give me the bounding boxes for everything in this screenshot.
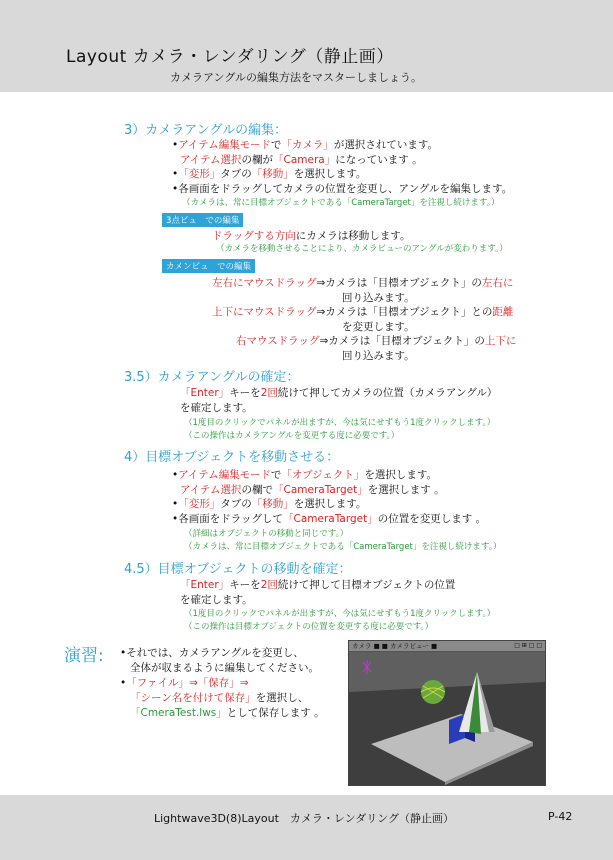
exercise-bullet-2-file: 「CmeraTest.lws」として保存します 。	[130, 707, 325, 719]
footer-text: Lightwave3D(8)Layout カメラ・レンダリング（静止画）	[154, 812, 454, 825]
tag-camera-view: カメンビュ での編集	[162, 259, 255, 273]
drag-right-cont: 回り込みます。	[342, 350, 415, 362]
section-4-5-heading: 4.5）目標オブジェクトの移動を確定：	[124, 562, 352, 577]
drag-direction-note: （カメラを移動させることにより、カメラビューのアングルが変わります。）	[216, 244, 508, 254]
drag-ud-line: 上下にマウスドラッグ⇒カメラは「目標オブジェクト」との距離	[212, 306, 514, 318]
section-4-heading: 4）目標オブジェクトを移動させる：	[124, 450, 340, 465]
s3-bullet-1: •アイテム編集モードで「カメラ」が選択されています。	[172, 139, 438, 151]
s3-bullet-1-cont: アイテム選択の欄が「Camera」になっています 。	[180, 154, 423, 166]
viewport-label: カメラ ■ ■ カメラビュー ■	[352, 642, 438, 650]
page-title: Layout カメラ・レンダリング（静止画）	[66, 47, 394, 67]
page-subtitle: カメラアングルの編集方法をマスターしましょう。	[170, 71, 423, 84]
tag-3pt-view: 3点ビュ での編集	[162, 213, 243, 227]
scene-render	[349, 652, 545, 785]
exercise-bullet-2: •「ファイル」⇒「保存」⇒	[120, 677, 249, 689]
s3-bullet-3: •各画面をドラッグしてカメラの位置を変更し、アングルを編集します。	[172, 183, 513, 195]
section-3-5-heading: 3.5）カメラアングルの確定：	[124, 370, 300, 385]
s45-note-2: （この操作は目標オブジェクトの位置を変更する度に必要です。）	[184, 622, 434, 632]
exercise-bullet-2-cont: 「シーン名を付けて保存」を選択し、	[130, 692, 309, 704]
footer-band	[0, 795, 613, 860]
s35-line-1: 「Enter」キーを2回続けて押してカメラの位置（カメラアングル）	[180, 387, 498, 399]
drag-lr-line: 左右にマウスドラッグ⇒カメラは「目標オブジェクト」の左右に	[212, 277, 514, 289]
exercise-bullet-1-cont: 全体が収まるように編集してください。	[130, 662, 319, 674]
drag-lr-cont: 回り込みます。	[342, 292, 415, 304]
s45-note-1: （1度目のクリックでパネルが出ますが、今は気にせずもう1度クリックします。）	[184, 609, 496, 619]
drag-ud-cont: を変更します。	[342, 321, 415, 333]
s4-bullet-2: •「変形」タブの「移動」を選択します。	[172, 498, 367, 510]
s4-bullet-1-cont: アイテム選択の欄で「CameraTarget」を選択します 。	[180, 484, 445, 496]
exercise-label: 演習:	[64, 646, 104, 666]
s45-line-2: を確定します。	[180, 594, 253, 606]
viewport-toolbar	[349, 641, 545, 652]
section-3-heading: 3）カメラアングルの編集：	[124, 123, 288, 138]
s4-note-1: （詳細はオブジェクトの移動と同じです。）	[184, 529, 349, 539]
drag-right-line: 右マウスドラッグ⇒カメラは「目標オブジェクト」の上下に	[236, 335, 517, 347]
exercise-bullet-1: •それでは、カメラアングルを変更し、	[120, 647, 304, 659]
drag-direction-line: ドラッグする方向にカメラは移動します。	[212, 230, 411, 242]
s45-line-1: 「Enter」キーを2回続けて押して目標オブジェクトの位置	[180, 579, 456, 591]
s4-bullet-1: •アイテム編集モードで「オブジェクト」を選択します。	[172, 469, 438, 481]
s3-bullet-2: •「変形」タブの「移動」を選択します。	[172, 168, 367, 180]
s35-note-2: （この操作はカメラアングルを変更する度に必要です。）	[184, 431, 400, 441]
page-number: P-42	[548, 810, 573, 823]
s4-bullet-3: •各画面をドラッグして「CameraTarget」の位置を変更します 。	[172, 513, 487, 525]
s35-note-1: （1度目のクリックでパネルが出ますが、今は気にせずもう1度クリックします。）	[184, 418, 496, 428]
s35-line-2: を確定します。	[180, 402, 253, 414]
viewport-icons: □ ⊞ □ □	[514, 642, 542, 649]
s4-note-2: （カメラは、常に目標オブジェクトである「CameraTarget」を注視し続けます。）	[184, 542, 502, 552]
s3-note: （カメラは、常に目標オブジェクトである「CameraTarget」を注視し続けます。）	[182, 198, 500, 208]
camera-view-screenshot	[348, 640, 546, 786]
